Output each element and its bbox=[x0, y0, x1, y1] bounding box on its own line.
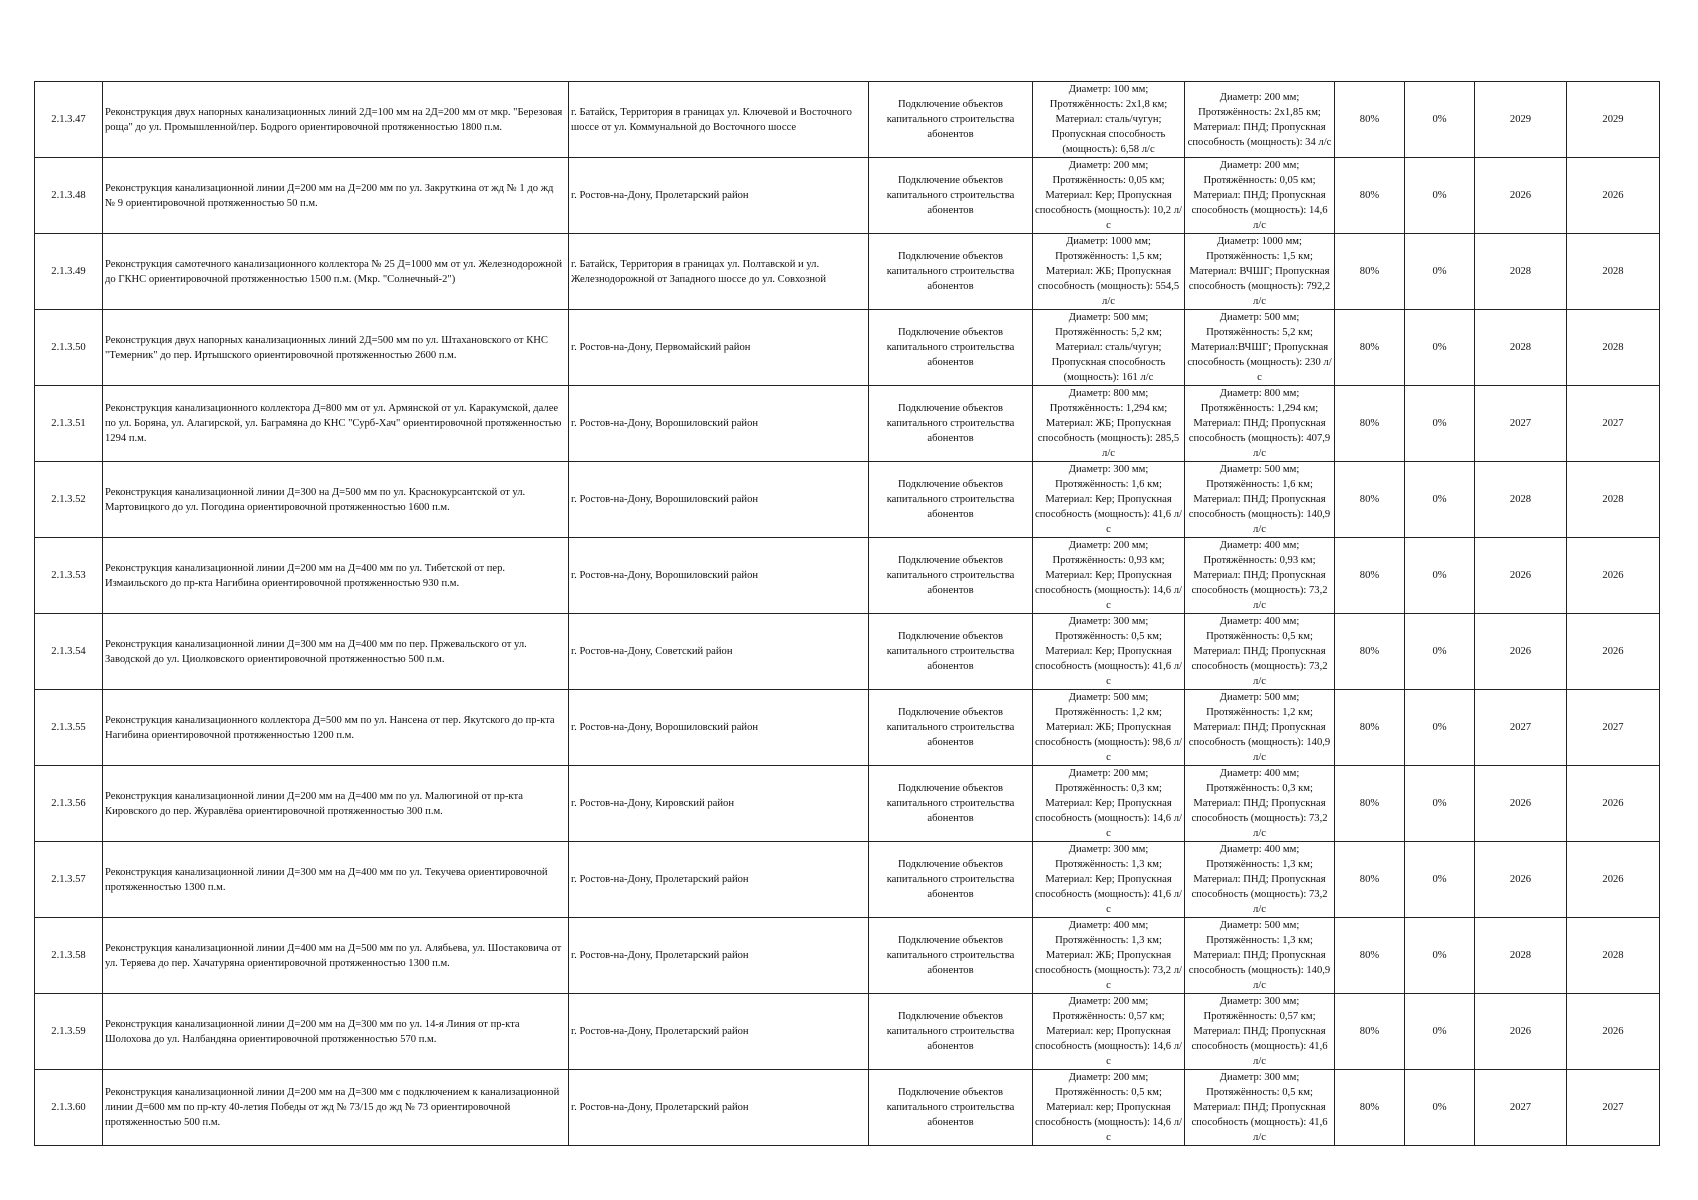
params-before-cell: Диаметр: 200 мм; Протяжённость: 0,3 км; Материал: Кер; Пропускная способность (мощность): 14,6 л/с bbox=[1033, 766, 1185, 842]
table-row bbox=[35, 918, 1660, 994]
loss-percent-cell: 0% bbox=[1405, 462, 1475, 538]
project-goal-cell: Подключение объектов капитального строительства абонентов bbox=[869, 158, 1033, 234]
start-year-cell: 2028 bbox=[1475, 918, 1567, 994]
wear-percent-cell: 80% bbox=[1335, 1070, 1405, 1146]
wear-percent-cell: 80% bbox=[1335, 538, 1405, 614]
row-number-cell: 2.1.3.60 bbox=[35, 1070, 103, 1146]
loss-percent-cell: 0% bbox=[1405, 538, 1475, 614]
document-sheet bbox=[34, 81, 1660, 1146]
params-after-cell: Диаметр: 300 мм; Протяжённость: 0,5 км; Материал: ПНД; Пропускная способность (мощность): 41,6 л/с bbox=[1185, 1070, 1335, 1146]
params-after-cell: Диаметр: 400 мм; Протяжённость: 0,3 км; Материал: ПНД; Пропускная способность (мощность): 73,2 л/с bbox=[1185, 766, 1335, 842]
project-name-cell: Реконструкция канализационной линии Д=300 мм на Д=400 мм по пер. Пржевальского от ул. Заводской до ул. Циолковского ориентировочной протяженностью 500 п.м. bbox=[103, 614, 569, 690]
project-goal-cell: Подключение объектов капитального строительства абонентов bbox=[869, 994, 1033, 1070]
params-before-cell: Диаметр: 300 мм; Протяжённость: 1,6 км; Материал: Кер; Пропускная способность (мощность): 41,6 л/с bbox=[1033, 462, 1185, 538]
loss-percent-cell: 0% bbox=[1405, 158, 1475, 234]
loss-percent-cell: 0% bbox=[1405, 766, 1475, 842]
row-number-cell: 2.1.3.55 bbox=[35, 690, 103, 766]
row-number-cell: 2.1.3.52 bbox=[35, 462, 103, 538]
table-row bbox=[35, 82, 1660, 158]
project-address-cell: г. Батайск, Территория в границах ул. Ключевой и Восточного шоссе от ул. Коммунальной до Восточного шоссе bbox=[569, 82, 869, 158]
start-year-cell: 2029 bbox=[1475, 82, 1567, 158]
loss-percent-cell: 0% bbox=[1405, 842, 1475, 918]
row-number-cell: 2.1.3.59 bbox=[35, 994, 103, 1070]
params-before-cell: Диаметр: 100 мм; Протяжённость: 2х1,8 км; Материал: сталь/чугун; Пропускная способность (мощность): 6,58 л/с bbox=[1033, 82, 1185, 158]
row-number-cell: 2.1.3.58 bbox=[35, 918, 103, 994]
end-year-cell: 2028 bbox=[1567, 234, 1660, 310]
wear-percent-cell: 80% bbox=[1335, 310, 1405, 386]
project-name-cell: Реконструкция канализационной линии Д=200 мм на Д=300 мм по ул. 14-я Линия от пр-кта Шолохова до ул. Налбандяна ориентировочной протяженностью 570 п.м. bbox=[103, 994, 569, 1070]
params-after-cell: Диаметр: 500 мм; Протяжённость: 1,6 км; Материал: ПНД; Пропускная способность (мощность): 140,9 л/с bbox=[1185, 462, 1335, 538]
wear-percent-cell: 80% bbox=[1335, 614, 1405, 690]
project-goal-cell: Подключение объектов капитального строительства абонентов bbox=[869, 842, 1033, 918]
table-row bbox=[35, 538, 1660, 614]
project-name-cell: Реконструкция двух напорных канализационных линий 2Д=100 мм на 2Д=200 мм от мкр. "Березовая роща" до ул. Промышленной/пер. Бодрого ориентировочной протяженностью 1800 п.м. bbox=[103, 82, 569, 158]
row-number-cell: 2.1.3.56 bbox=[35, 766, 103, 842]
loss-percent-cell: 0% bbox=[1405, 690, 1475, 766]
table-row bbox=[35, 766, 1660, 842]
project-goal-cell: Подключение объектов капитального строительства абонентов bbox=[869, 918, 1033, 994]
params-before-cell: Диаметр: 500 мм; Протяжённость: 5,2 км; Материал: сталь/чугун; Пропускная способность (мощность): 161 л/с bbox=[1033, 310, 1185, 386]
project-name-cell: Реконструкция канализационной линии Д=200 мм на Д=400 мм по ул. Тибетской от пер. Измаильского до пр-кта Нагибина ориентировочной протяженностью 930 п.м. bbox=[103, 538, 569, 614]
params-after-cell: Диаметр: 500 мм; Протяжённость: 5,2 км; Материал:ВЧШГ; Пропускная способность (мощность): 230 л/с bbox=[1185, 310, 1335, 386]
params-before-cell: Диаметр: 200 мм; Протяжённость: 0,93 км; Материал: Кер; Пропускная способность (мощность): 14,6 л/с bbox=[1033, 538, 1185, 614]
project-name-cell: Реконструкция канализационной линии Д=300 мм на Д=400 мм по ул. Текучева ориентировочной протяженностью 1300 п.м. bbox=[103, 842, 569, 918]
project-goal-cell: Подключение объектов капитального строительства абонентов bbox=[869, 310, 1033, 386]
loss-percent-cell: 0% bbox=[1405, 82, 1475, 158]
table-row bbox=[35, 462, 1660, 538]
project-address-cell: г. Ростов-на-Дону, Пролетарский район bbox=[569, 994, 869, 1070]
params-after-cell: Диаметр: 1000 мм; Протяжённость: 1,5 км; Материал: ВЧШГ; Пропускная способность (мощность): 792,2 л/с bbox=[1185, 234, 1335, 310]
params-before-cell: Диаметр: 200 мм; Протяжённость: 0,57 км; Материал: кер; Пропускная способность (мощность): 14,6 л/с bbox=[1033, 994, 1185, 1070]
loss-percent-cell: 0% bbox=[1405, 1070, 1475, 1146]
start-year-cell: 2028 bbox=[1475, 310, 1567, 386]
project-address-cell: г. Ростов-на-Дону, Пролетарский район bbox=[569, 1070, 869, 1146]
wear-percent-cell: 80% bbox=[1335, 234, 1405, 310]
project-goal-cell: Подключение объектов капитального строительства абонентов bbox=[869, 462, 1033, 538]
params-after-cell: Диаметр: 500 мм; Протяжённость: 1,2 км; Материал: ПНД; Пропускная способность (мощность): 140,9 л/с bbox=[1185, 690, 1335, 766]
end-year-cell: 2026 bbox=[1567, 614, 1660, 690]
params-before-cell: Диаметр: 200 мм; Протяжённость: 0,05 км; Материал: Кер; Пропускная способность (мощность): 10,2 л/с bbox=[1033, 158, 1185, 234]
project-name-cell: Реконструкция канализационной линии Д=300 на Д=500 мм по ул. Краснокурсантской от ул. Мартовицкого до ул. Погодина ориентировочной протяженностью 1600 п.м. bbox=[103, 462, 569, 538]
params-after-cell: Диаметр: 500 мм; Протяжённость: 1,3 км; Материал: ПНД; Пропускная способность (мощность): 140,9 л/с bbox=[1185, 918, 1335, 994]
project-address-cell: г. Ростов-на-Дону, Кировский район bbox=[569, 766, 869, 842]
project-goal-cell: Подключение объектов капитального строительства абонентов bbox=[869, 82, 1033, 158]
project-address-cell: г. Ростов-на-Дону, Пролетарский район bbox=[569, 158, 869, 234]
params-before-cell: Диаметр: 200 мм; Протяжённость: 0,5 км; Материал: кер; Пропускная способность (мощность): 14,6 л/с bbox=[1033, 1070, 1185, 1146]
params-before-cell: Диаметр: 300 мм; Протяжённость: 0,5 км; Материал: Кер; Пропускная способность (мощность): 41,6 л/с bbox=[1033, 614, 1185, 690]
table-row bbox=[35, 234, 1660, 310]
end-year-cell: 2029 bbox=[1567, 82, 1660, 158]
project-goal-cell: Подключение объектов капитального строительства абонентов bbox=[869, 690, 1033, 766]
end-year-cell: 2027 bbox=[1567, 690, 1660, 766]
params-before-cell: Диаметр: 800 мм; Протяжённость: 1,294 км; Материал: ЖБ; Пропускная способность (мощность): 285,5 л/с bbox=[1033, 386, 1185, 462]
loss-percent-cell: 0% bbox=[1405, 994, 1475, 1070]
project-address-cell: г. Батайск, Территория в границах ул. Полтавской и ул. Железнодорожной от Западного шоссе до ул. Совхозной bbox=[569, 234, 869, 310]
start-year-cell: 2026 bbox=[1475, 614, 1567, 690]
project-address-cell: г. Ростов-на-Дону, Пролетарский район bbox=[569, 842, 869, 918]
end-year-cell: 2028 bbox=[1567, 310, 1660, 386]
project-address-cell: г. Ростов-на-Дону, Ворошиловский район bbox=[569, 538, 869, 614]
row-number-cell: 2.1.3.53 bbox=[35, 538, 103, 614]
project-name-cell: Реконструкция канализационной линии Д=200 мм на Д=300 мм с подключением к канализационной линии Д=600 мм по пр-кту 40-летия Победы от жд № 73/15 до жд № 73 ориентировочной протяженностью 500 п.м. bbox=[103, 1070, 569, 1146]
params-after-cell: Диаметр: 400 мм; Протяжённость: 0,5 км; Материал: ПНД; Пропускная способность (мощность): 73,2 л/с bbox=[1185, 614, 1335, 690]
project-goal-cell: Подключение объектов капитального строительства абонентов bbox=[869, 614, 1033, 690]
loss-percent-cell: 0% bbox=[1405, 386, 1475, 462]
project-goal-cell: Подключение объектов капитального строительства абонентов bbox=[869, 386, 1033, 462]
start-year-cell: 2026 bbox=[1475, 766, 1567, 842]
end-year-cell: 2028 bbox=[1567, 918, 1660, 994]
start-year-cell: 2026 bbox=[1475, 158, 1567, 234]
projects-table bbox=[34, 81, 1660, 1146]
wear-percent-cell: 80% bbox=[1335, 386, 1405, 462]
project-address-cell: г. Ростов-на-Дону, Ворошиловский район bbox=[569, 386, 869, 462]
row-number-cell: 2.1.3.49 bbox=[35, 234, 103, 310]
project-address-cell: г. Ростов-на-Дону, Ворошиловский район bbox=[569, 462, 869, 538]
wear-percent-cell: 80% bbox=[1335, 918, 1405, 994]
params-before-cell: Диаметр: 500 мм; Протяжённость: 1,2 км; Материал: ЖБ; Пропускная способность (мощность): 98,6 л/с bbox=[1033, 690, 1185, 766]
wear-percent-cell: 80% bbox=[1335, 690, 1405, 766]
loss-percent-cell: 0% bbox=[1405, 614, 1475, 690]
project-goal-cell: Подключение объектов капитального строительства абонентов bbox=[869, 1070, 1033, 1146]
wear-percent-cell: 80% bbox=[1335, 82, 1405, 158]
project-address-cell: г. Ростов-на-Дону, Первомайский район bbox=[569, 310, 869, 386]
loss-percent-cell: 0% bbox=[1405, 918, 1475, 994]
params-before-cell: Диаметр: 400 мм; Протяжённость: 1,3 км; Материал: ЖБ; Пропускная способность (мощность): 73,2 л/с bbox=[1033, 918, 1185, 994]
start-year-cell: 2027 bbox=[1475, 386, 1567, 462]
row-number-cell: 2.1.3.48 bbox=[35, 158, 103, 234]
start-year-cell: 2027 bbox=[1475, 690, 1567, 766]
start-year-cell: 2026 bbox=[1475, 538, 1567, 614]
table-row bbox=[35, 842, 1660, 918]
table-row bbox=[35, 1070, 1660, 1146]
project-address-cell: г. Ростов-на-Дону, Пролетарский район bbox=[569, 918, 869, 994]
wear-percent-cell: 80% bbox=[1335, 766, 1405, 842]
start-year-cell: 2028 bbox=[1475, 462, 1567, 538]
loss-percent-cell: 0% bbox=[1405, 234, 1475, 310]
table-row bbox=[35, 310, 1660, 386]
project-name-cell: Реконструкция канализационной линии Д=400 мм на Д=500 мм по ул. Алябьева, ул. Шостаковича от ул. Теряева до пер. Хачатуряна ориентировочной протяженностью 1300 п.м. bbox=[103, 918, 569, 994]
project-address-cell: г. Ростов-на-Дону, Советский район bbox=[569, 614, 869, 690]
end-year-cell: 2027 bbox=[1567, 386, 1660, 462]
start-year-cell: 2028 bbox=[1475, 234, 1567, 310]
row-number-cell: 2.1.3.57 bbox=[35, 842, 103, 918]
end-year-cell: 2026 bbox=[1567, 538, 1660, 614]
end-year-cell: 2028 bbox=[1567, 462, 1660, 538]
wear-percent-cell: 80% bbox=[1335, 994, 1405, 1070]
table-row bbox=[35, 158, 1660, 234]
table-row bbox=[35, 386, 1660, 462]
row-number-cell: 2.1.3.51 bbox=[35, 386, 103, 462]
params-before-cell: Диаметр: 300 мм; Протяжённость: 1,3 км; Материал: Кер; Пропускная способность (мощность): 41,6 л/с bbox=[1033, 842, 1185, 918]
project-name-cell: Реконструкция самотечного канализационного коллектора № 25 Д=1000 мм от ул. Железнодорожной до ГКНС ориентировочной протяженностью 1500 п.м. (Мкр. "Солнечный-2") bbox=[103, 234, 569, 310]
project-goal-cell: Подключение объектов капитального строительства абонентов bbox=[869, 538, 1033, 614]
loss-percent-cell: 0% bbox=[1405, 310, 1475, 386]
params-after-cell: Диаметр: 300 мм; Протяжённость: 0,57 км; Материал: ПНД; Пропускная способность (мощность): 41,6 л/с bbox=[1185, 994, 1335, 1070]
table-row bbox=[35, 614, 1660, 690]
end-year-cell: 2026 bbox=[1567, 994, 1660, 1070]
project-goal-cell: Подключение объектов капитального строительства абонентов bbox=[869, 234, 1033, 310]
params-after-cell: Диаметр: 800 мм; Протяжённость: 1,294 км; Материал: ПНД; Пропускная способность (мощность): 407,9 л/с bbox=[1185, 386, 1335, 462]
start-year-cell: 2026 bbox=[1475, 842, 1567, 918]
params-after-cell: Диаметр: 400 мм; Протяжённость: 1,3 км; Материал: ПНД; Пропускная способность (мощность): 73,2 л/с bbox=[1185, 842, 1335, 918]
end-year-cell: 2027 bbox=[1567, 1070, 1660, 1146]
row-number-cell: 2.1.3.54 bbox=[35, 614, 103, 690]
end-year-cell: 2026 bbox=[1567, 766, 1660, 842]
table-row bbox=[35, 994, 1660, 1070]
wear-percent-cell: 80% bbox=[1335, 842, 1405, 918]
project-name-cell: Реконструкция канализационной линии Д=200 мм на Д=400 мм по ул. Малюгиной от пр-кта Кировского до пер. Журавлёва ориентировочной протяженностью 300 п.м. bbox=[103, 766, 569, 842]
params-after-cell: Диаметр: 200 мм; Протяжённость: 2х1,85 км; Материал: ПНД; Пропускная способность (мощность): 34 л/с bbox=[1185, 82, 1335, 158]
start-year-cell: 2027 bbox=[1475, 1070, 1567, 1146]
end-year-cell: 2026 bbox=[1567, 158, 1660, 234]
start-year-cell: 2026 bbox=[1475, 994, 1567, 1070]
project-goal-cell: Подключение объектов капитального строительства абонентов bbox=[869, 766, 1033, 842]
wear-percent-cell: 80% bbox=[1335, 158, 1405, 234]
row-number-cell: 2.1.3.50 bbox=[35, 310, 103, 386]
table-row bbox=[35, 690, 1660, 766]
project-name-cell: Реконструкция канализационного коллектора Д=800 мм от ул. Армянской от ул. Каракумской, далее по ул. Боряна, ул. Алагирской, ул. Баграмяна до КНС "Сурб-Хач" ориентировочной протяженностью 1294 п.м. bbox=[103, 386, 569, 462]
params-after-cell: Диаметр: 400 мм; Протяжённость: 0,93 км; Материал: ПНД; Пропускная способность (мощность): 73,2 л/с bbox=[1185, 538, 1335, 614]
row-number-cell: 2.1.3.47 bbox=[35, 82, 103, 158]
wear-percent-cell: 80% bbox=[1335, 462, 1405, 538]
project-address-cell: г. Ростов-на-Дону, Ворошиловский район bbox=[569, 690, 869, 766]
params-before-cell: Диаметр: 1000 мм; Протяжённость: 1,5 км; Материал: ЖБ; Пропускная способность (мощность): 554,5 л/с bbox=[1033, 234, 1185, 310]
end-year-cell: 2026 bbox=[1567, 842, 1660, 918]
params-after-cell: Диаметр: 200 мм; Протяжённость: 0,05 км; Материал: ПНД; Пропускная способность (мощность): 14,6 л/с bbox=[1185, 158, 1335, 234]
project-name-cell: Реконструкция канализационной линии Д=200 мм на Д=200 мм по ул. Закруткина от жд № 1 до жд № 9 ориентировочной протяженностью 50 п.м. bbox=[103, 158, 569, 234]
project-name-cell: Реконструкция двух напорных канализационных линий 2Д=500 мм по ул. Штахановского от КНС "Темерник" до пер. Иртышского ориентировочной протяженностью 2600 п.м. bbox=[103, 310, 569, 386]
project-name-cell: Реконструкция канализационного коллектора Д=500 мм по ул. Нансена от пер. Якутского до пр-кта Нагибина ориентировочной протяженностью 1200 п.м. bbox=[103, 690, 569, 766]
